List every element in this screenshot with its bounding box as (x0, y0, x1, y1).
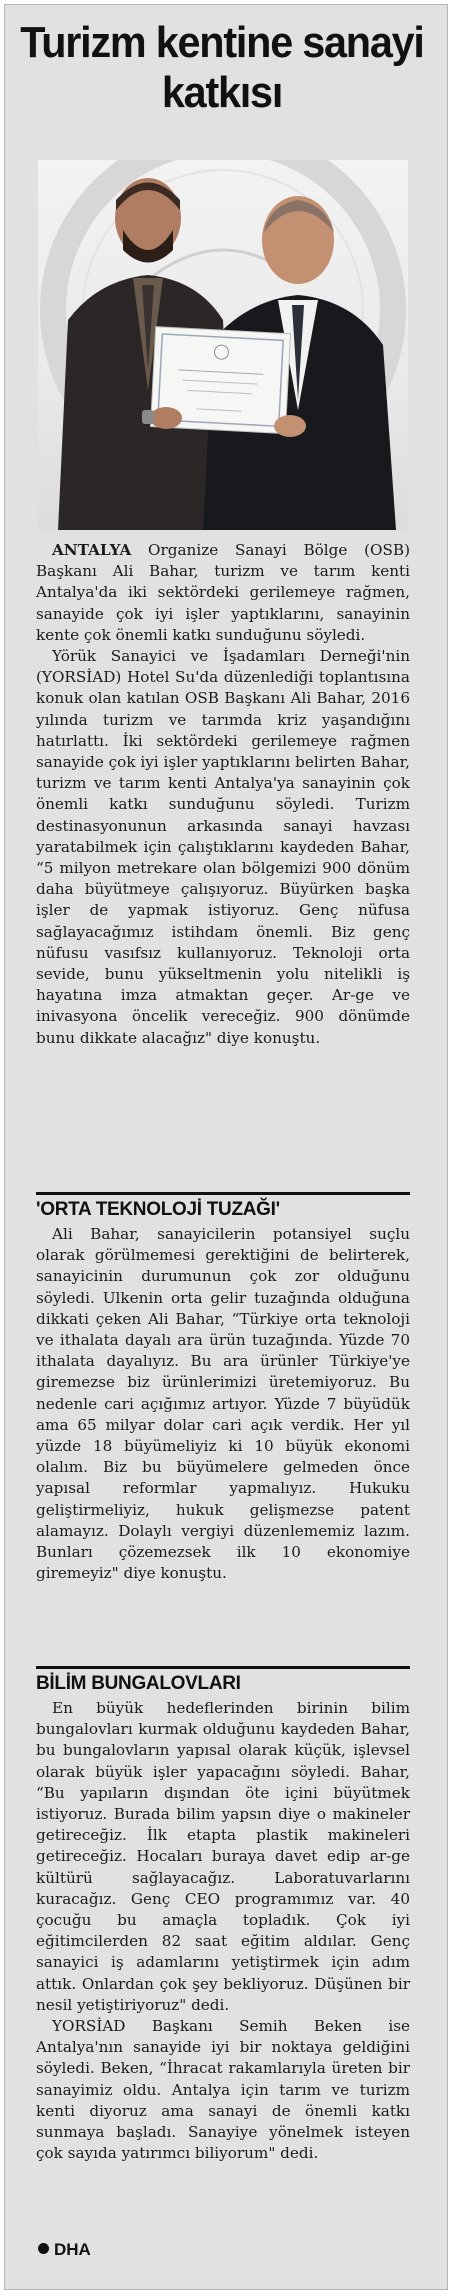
section-heading-orta-teknoloji: 'ORTA TEKNOLOJİ TUZAĞI' (36, 1192, 410, 1222)
news-source (38, 2240, 91, 2260)
headline: Turizm kentine sanayi katkısı (20, 18, 424, 117)
section-paragraph: En büyük hedeflerinden birinin bilim bungalovları kurmak olduğunu kaydeden Bahar, bu bungalovların yapısal olarak küçük, işlevsel olarak büyük işler yapacağını söyledi. Bahar, “Bu yapıların dışından öte içini büyütmek istiyoruz. Burada bilim yapsın diye o makineler getireceğiz. İlk etapta plastik makineleri getireceğiz. Hocaları buraya davet edip ar-ge kültürü sağlayacağız. Laboratuvarlarını kuracağız. Genç CEO programımız var. 40 çocuğu bu amaçla topladık. Çok iyi eğitimcilerden 82 saat eğitim aldılar. Genç sanayici iş adamlarını yetiştirmek için adım attık. Onlardan çok şey bekliyoruz. Düşünen bir nesil yetiştiriyoruz" dedi. (36, 1699, 410, 2014)
intro-paragraph: Yörük Sanayici ve İşadamları Derneği'nin (YORSİAD) Hotel Su'da düzenlediği toplantısına konuk olan katılan OSB Başkanı Ali Bahar, 2016 yılında turizm ve tarımda kriz yaşandığını hatırlattı. İki sektördeki gerilemeye rağmen sanayide çok iyi işler yaptıklarını belirten Bahar, turizm ve tarım kenti Antalya'ya sanayinin çok önemli katkı sunduğunu söyledi. Turizm destinasyonunun arkasında sanayi havzası yaratabilmek için çalıştıklarını kaydeden Bahar, “5 milyon metrekare olan bölgemizi 900 dönüm daha büyütmeye çalışıyoruz. Büyürken başka işler de yapmak istiyoruz. Genç nüfusa sağlayacağımız istihdam önemli. Biz genç nüfusu vasıfsız kullanıyoruz. Teknoloji orta sevide, bunu yükseltmenin yolu nitelikli iş hayatına imza atmaktan geçer. Ar-ge ve inivasyona öncelik vereceğiz. 900 dönümde bunu dikkate alacağız" diye konuştu. (36, 647, 410, 1047)
source-label: DHA (54, 2240, 91, 2259)
article-photo (38, 160, 408, 530)
award-ceremony-image (38, 160, 408, 530)
lead-paragraph: Organize Sanayi Bölge (OSB) Başkanı Ali Bahar, turizm ve tarım kenti Antalya'da iki sektördeki gerilemeye rağmen, sanayide çok iyi işler yaptıklarını, sanayinin kente çok önemli katkı sunduğunu söyledi. (36, 541, 410, 644)
section-heading-bilim-bungalovlari: BİLİM BUNGALOVLARI (36, 1666, 410, 1696)
bullet-icon (38, 2243, 49, 2254)
article-intro (36, 540, 410, 1049)
section-paragraph: Ali Bahar, sanayicilerin potansiyel suçlu olarak görülmemesi gerektiğini de belirterek, sanayicinin durumunun çok zor olduğunu söyledi. Ulkenin orta gelir tuzağında olduğuna dikkati çeken Ali Bahar, “Türkiye orta teknoloji ve ithalata dayalı ara ürün tuzağında. Yüzde 70 ithalata dayalıyız. Bu ara ürünler Türkiye'ye giremezse biz ürünlerimizi üretemiyoruz. Bu nedenle cari açığımız artıyor. Yüzde 7 büyüdük ama 65 milyar dolar cari açık verdik. Her yıl yüzde 18 büyümeliyiz ki 10 büyük ekonomi olalım. Biz bu büyümelere gelmeden önce yapısal reformlar yapmalıyız. Hukuku geliştirmeliyiz, hukuk gelişmezse patent alamayız. Dolaylı vergiyi düzenlememiz lazım. Bunları çözemezsek ilk 10 ekonomiye giremeyiz" diye konuştu. (36, 1225, 410, 1583)
section-paragraph: YORSİAD Başkanı Semih Beken ise Antalya'nın sanayide iyi bir noktaya geldiğini söyledi. Beken, “İhracat rakamlarıyla üreten bir sanayimiz oldu. Antalya için tarım ve turizm kenti diyoruz ama sanayi de önemli katkı sunmaya başladı. Sanayiye yönelmek isteyen çok sayıda yatırımcı biliyorum" dedi. (36, 2017, 410, 2163)
section-bilim-bungalovlari (36, 1698, 410, 2164)
section-orta-teknoloji (36, 1224, 410, 1584)
dateline: ANTALYA (52, 541, 132, 559)
